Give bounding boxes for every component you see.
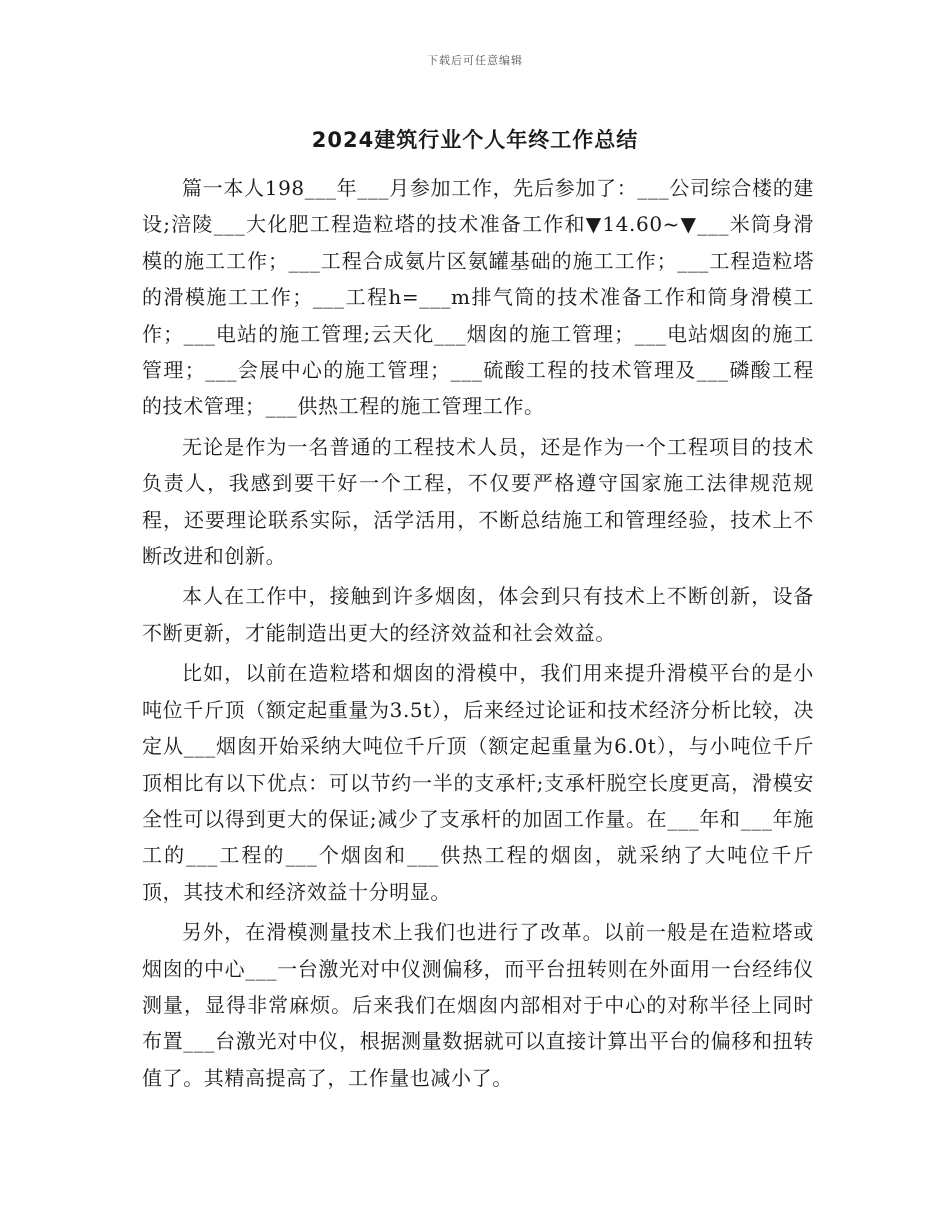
paragraph-1: 篇一本人198___年___月参加工作，先后参加了：___公司综合楼的建设;涪陵___大化肥工程造粒塔的技术准备工作和▼14.60~▼___米筒身滑模的施工工作；___工程合成氨片区氨罐基础的施工工作；___工程造粒塔的滑模施工工作；___工程h=___m排气筒的技术准备工作和筒身滑模工作；___电站的施工管理;云天化___烟囱的施工管理；___电站烟囱的施工管理；___会展中心的施工管理；___硫酸工程的技术管理及___磷酸工程的技术管理；___供热工程的施工管理工作。 xyxy=(142,176,814,419)
document-body xyxy=(142,170,814,1100)
page-header-note: 下载后可任意编辑 xyxy=(427,54,523,67)
document-title: 2024建筑行业个人年终工作总结 xyxy=(311,128,639,152)
paragraph-3: 本人在工作中，接触到许多烟囱，体会到只有技术上不断创新，设备不断更新，才能制造出更大的经济效益和社会效益。 xyxy=(142,584,814,645)
paragraph-4: 比如，以前在造粒塔和烟囱的滑模中，我们用来提升滑模平台的是小吨位千斤顶（额定起重量为3.5t），后来经过论证和技术经济分析比较，决定从___烟囱开始采纳大吨位千斤顶（额定起重量为6.0t），与小吨位千斤顶相比有以下优点：可以节约一半的支承杆;支承杆脱空长度更高，滑模安全性可以得到更大的保证;减少了支承杆的加固工作量。在___年和___年施工的___工程的___个烟囱和___供热工程的烟囱，就采纳了大吨位千斤顶，其技术和经济效益十分明显。 xyxy=(142,661,814,904)
paragraph-5: 另外，在滑模测量技术上我们也进行了改革。以前一般是在造粒塔或烟囱的中心___一台激光对中仪测偏移，而平台扭转则在外面用一台经纬仪测量，显得非常麻烦。后来我们在烟囱内部相对于中心的对称半径上同时布置___台激光对中仪，根据测量数据就可以直接计算出平台的偏移和扭转值了。其精高提高了，工作量也减小了。 xyxy=(142,920,814,1090)
paragraph-2: 无论是作为一名普通的工程技术人员，还是作为一个工程项目的技术负责人，我感到要干好一个工程，不仅要严格遵守国家施工法律规范规程，还要理论联系实际，活学活用，不断总结施工和管理经验，技术上不断改进和创新。 xyxy=(142,434,814,569)
